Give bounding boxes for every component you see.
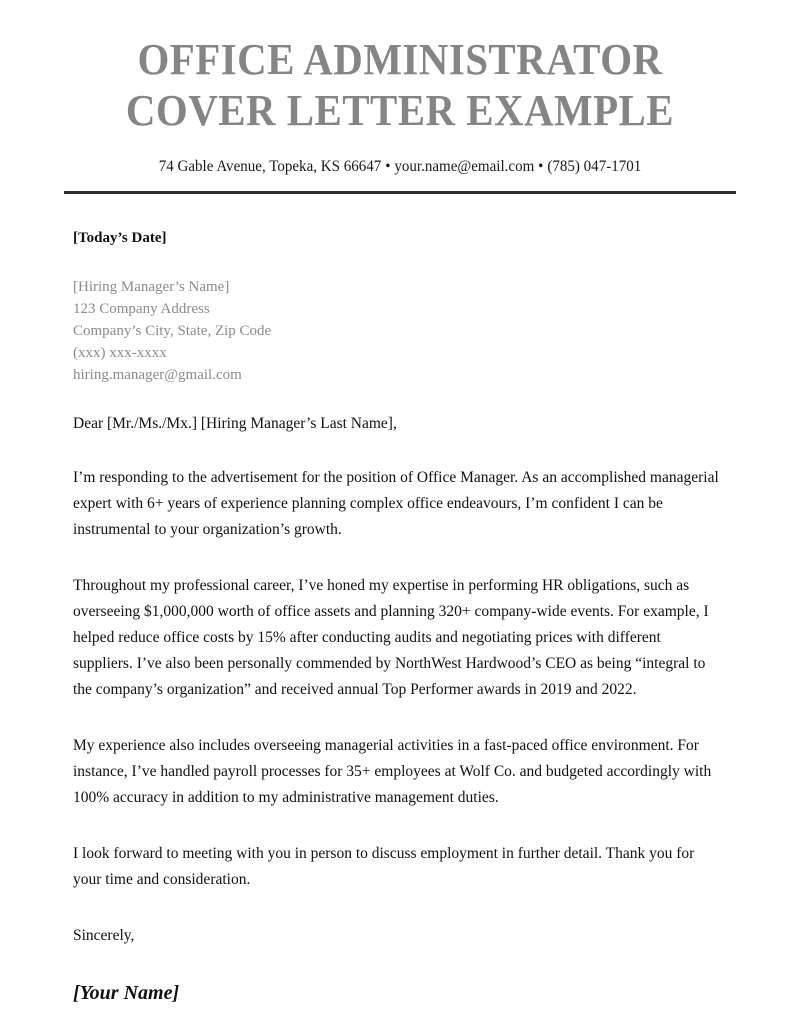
recipient-city-state-zip: Company’s City, State, Zip Code (73, 323, 272, 339)
recipient-address-block (73, 276, 720, 386)
contact-line (43, 157, 757, 177)
recipient-address: 123 Company Address (73, 301, 210, 317)
contact-phone: (785) 047-1701 (547, 158, 642, 175)
closing-line: Sincerely, (73, 927, 135, 944)
body-paragraph-1: I’m responding to the advertisement for the position of Office Manager. As an accomplished managerial expert with 6+ years of experience planning complex office endeavours, I’m confident I can be instrumental to your organization’s growth. (73, 469, 719, 538)
header-divider (64, 191, 736, 194)
signature-name: [Your Name] (73, 982, 180, 1004)
recipient-email: hiring.manager@gmail.com (73, 367, 242, 383)
letter-header (0, 0, 800, 194)
page-title: OFFICE ADMINISTRATOR COVER LETTER EXAMPLE (125, 35, 675, 135)
recipient-name: [Hiring Manager’s Name] (73, 279, 230, 295)
contact-address: 74 Gable Avenue, Topeka, KS 66647 (158, 158, 382, 175)
contact-separator-1: • (385, 158, 391, 175)
contact-email[interactable]: your.name@email.com (394, 158, 535, 175)
body-paragraph-3: My experience also includes overseeing managerial activities in a fast-paced office environment. For instance, I’ve handled payroll processes for 35+ employees at Wolf Co. and budgeted accordingly with 100% accuracy in addition to my administrative management duties. (73, 737, 712, 806)
letter-body (0, 227, 800, 1006)
salutation: Dear [Mr./Ms./Mx.] [Hiring Manager’s Last Name], (73, 415, 397, 432)
contact-separator-2: • (538, 158, 544, 175)
body-paragraph-4: I look forward to meeting with you in person to discuss employment in further detail. Thank you for your time and consideration. (73, 845, 695, 888)
body-paragraph-2: Throughout my professional career, I’ve honed my expertise in performing HR obligations, such as overseeing $1,000,000 worth of office assets and planning 320+ company-wide events. For example, I helped reduce office costs by 15% after conducting audits and negotiating prices with different suppliers. I’ve also been personally commended by NorthWest Hardwood’s CEO as being “integral to the company’s organization” and received annual Top Performer awards in 2019 and 2022. (73, 577, 709, 698)
letter-date: [Today’s Date] (73, 230, 167, 246)
recipient-phone: (xxx) xxx-xxxx (73, 345, 167, 361)
